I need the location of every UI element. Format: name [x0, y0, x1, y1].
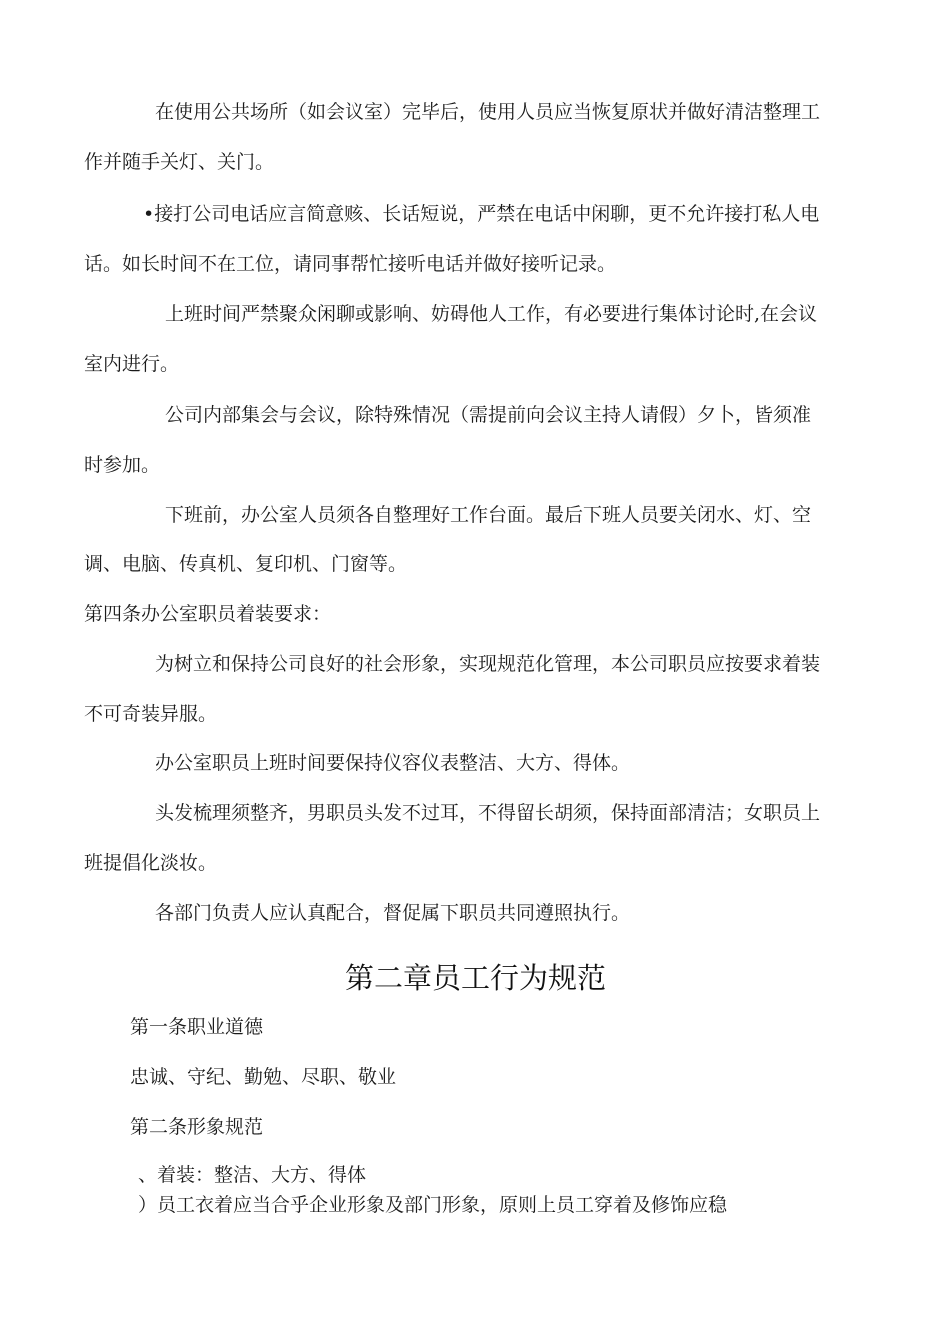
para-2-line-1: •接打公司电话应言简意赅、长话短说，严禁在电话中闲聊，更不允许接打私人电 [143, 203, 820, 225]
para-5-line-2: 调、电脑、传真机、复印机、门窗等。 [84, 553, 408, 575]
para-2-line-2: 话。如长时间不在工位，请同事帮忙接听电话并做好接听记录。 [84, 253, 617, 275]
para-9-line-1: 头发梳理须整齐，男职员头发不过耳，不得留长胡须，保持面部清洁；女职员上 [155, 802, 821, 824]
para-9-line-2: 班提倡化淡妆。 [84, 852, 218, 874]
article-2-item-1: 、着装：整洁、大方、得体 [138, 1164, 367, 1186]
para-3-line-2: 室内进行。 [84, 353, 180, 375]
para-7-line-1: 为树立和保持公司良好的社会形象，实现规范化管理，本公司职员应按要求着装 [155, 653, 821, 675]
article-1-heading: 第一条职业道德 [130, 1016, 264, 1038]
para-1-line-1: 在使用公共场所（如会议室）完毕后，使用人员应当恢复原状并做好清洁整理工 [155, 101, 821, 123]
para-3-line-1: 上班时间严禁聚众闲聊或影响、妨碍他人工作，有必要进行集体讨论时,在会议 [165, 303, 818, 325]
para-10-line-1: 各部门负责人应认真配合，督促属下职员共同遵照执行。 [155, 902, 631, 924]
article-4-heading: 第四条办公室职员着装要求： [84, 603, 332, 625]
chapter-title: 第二章员工行为规范 [345, 961, 607, 995]
para-7-line-2: 不可奇装异服。 [84, 703, 218, 725]
article-2-item-2: ）员工衣着应当合乎企业形象及部门形象，原则上员工穿着及修饰应稳 [138, 1194, 728, 1216]
article-2-heading: 第二条形象规范 [130, 1116, 264, 1138]
article-1-body: 忠诚、守纪、勤勉、尽职、敬业 [130, 1066, 397, 1088]
para-5-line-1: 下班前，办公室人员须各自整理好工作台面。最后下班人员要关闭水、灯、空 [165, 504, 812, 526]
para-4-line-1: 公司内部集会与会议，除特殊情况（需提前向会议主持人请假）夕卜，皆须准 [165, 404, 812, 426]
para-1-line-2: 作并随手关灯、关门。 [84, 151, 275, 173]
para-8-line-1: 办公室职员上班时间要保持仪容仪表整洁、大方、得体。 [155, 752, 631, 774]
para-4-line-2: 时参加。 [84, 454, 161, 476]
